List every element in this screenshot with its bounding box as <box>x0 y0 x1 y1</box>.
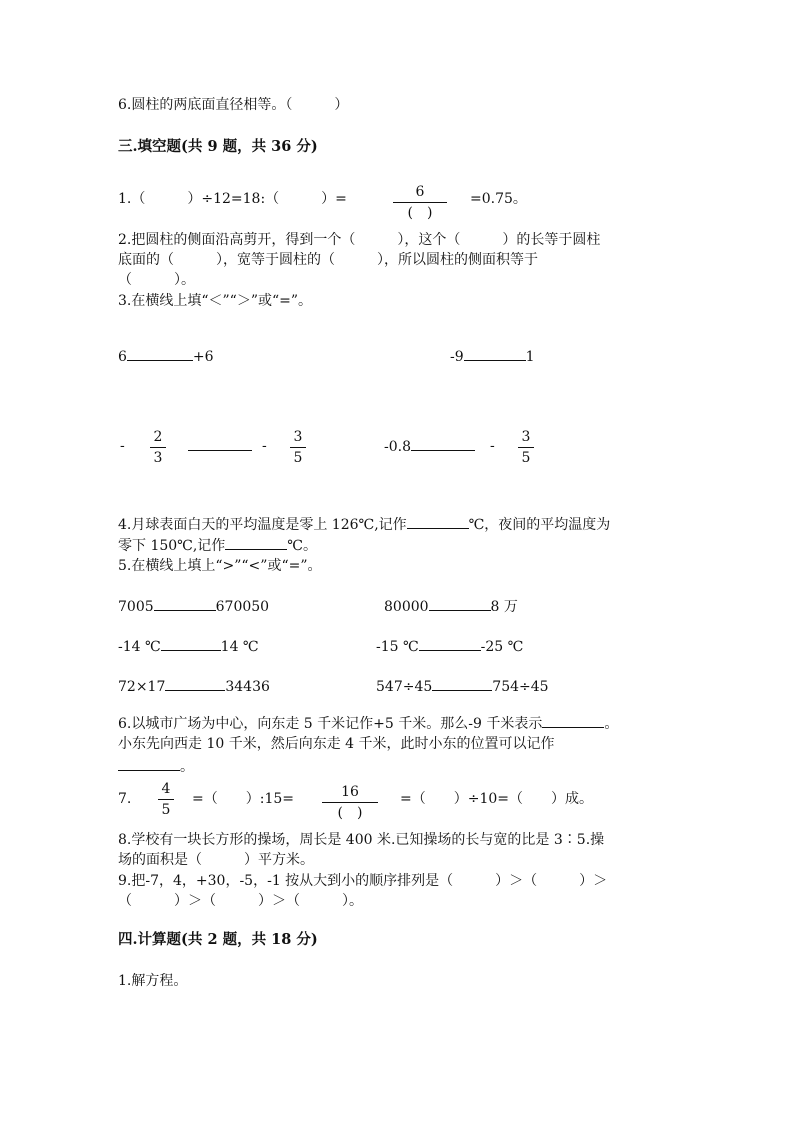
compare-left: 547÷45 <box>376 679 433 695</box>
answer-blank[interactable] <box>161 636 221 651</box>
fraction-numerator: 6 <box>415 184 425 200</box>
answer-blank[interactable] <box>225 535 287 550</box>
compare-right: 34436 <box>225 679 270 695</box>
section-4-title: 四.计算题(共 2 题，共 18 分) <box>118 931 318 948</box>
fill-q6-line1-end: 。 <box>604 716 619 732</box>
fill-q1-left: 1.（ ）÷12=18:（ ）= <box>118 191 347 207</box>
fill-q3-d <box>384 436 475 457</box>
fraction-numerator: 3 <box>521 429 531 445</box>
fraction-denominator: 5 <box>293 450 303 466</box>
fill-q3-a-right: +6 <box>192 349 214 365</box>
fill-q3-c-fraction1 <box>150 428 166 467</box>
calc-q1: 1.解方程。 <box>118 973 188 989</box>
answer-blank[interactable] <box>127 346 193 361</box>
question-6-cylinder: 6.圆柱的两底面直径相等。（ ） <box>118 97 349 113</box>
fill-q8-line2: 场的面积是（ ）平方米。 <box>118 852 314 868</box>
fill-q3-b-left: -9 <box>450 349 464 365</box>
fill-q3-d-left: -0.8 <box>384 439 411 455</box>
fill-q2-line3: （ ）。 <box>118 272 195 288</box>
fill-q3-title: 3.在横线上填“＜”“＞”或“=”。 <box>118 293 313 309</box>
compare-right: -25 ℃ <box>480 639 524 655</box>
fill-q4-line2-a: 零下 150℃,记作 <box>118 538 226 554</box>
fill-q7-fraction2 <box>322 783 378 822</box>
answer-blank[interactable] <box>419 636 481 651</box>
fill-q7-mid: =（ ）:15= <box>192 791 294 807</box>
fill-q6-line1 <box>118 713 618 734</box>
fill-q4-line2-b: ℃。 <box>287 538 317 554</box>
fill-q4-line1 <box>118 514 610 535</box>
fill-q3-a-left: 6 <box>118 349 127 365</box>
fraction-denominator: 5 <box>161 802 171 818</box>
answer-blank[interactable] <box>118 756 180 771</box>
fraction-bar <box>150 447 166 448</box>
fraction-numerator: 2 <box>153 429 163 445</box>
fill-q7-fraction1 <box>158 780 174 819</box>
fill-q9-line1: 9.把-7，4，+30，-5，-1 按从大到小的顺序排列是（ ）＞（ ）＞ <box>118 873 608 889</box>
fill-q4-line1-b: ℃，夜间的平均温度为 <box>468 517 611 533</box>
fill-q5-row2b <box>376 636 523 657</box>
fill-q1-right: =0.75。 <box>470 191 527 207</box>
compare-left: 72×17 <box>118 679 166 695</box>
fill-q5-title: 5.在横线上填上“>”“<”或“=”。 <box>118 558 322 574</box>
fill-q3-c-sign: - <box>120 438 125 454</box>
answer-blank[interactable] <box>154 596 216 611</box>
compare-left: -15 ℃ <box>376 639 419 655</box>
fraction-denominator: 3 <box>153 450 163 466</box>
compare-right: 8 万 <box>490 599 518 615</box>
answer-blank[interactable] <box>542 713 604 728</box>
fill-q4-line1-a: 4.月球表面白天的平均温度是零上 126℃,记作 <box>118 517 407 533</box>
fill-q5-row3b <box>376 676 549 697</box>
answer-blank[interactable] <box>407 514 469 529</box>
fill-q7-label: 7. <box>118 791 132 807</box>
compare-right: 670050 <box>215 599 270 615</box>
fraction-numerator: 3 <box>293 429 303 445</box>
answer-blank[interactable] <box>165 676 225 691</box>
fill-q7-right: =（ ）÷10=（ ）成。 <box>400 791 594 807</box>
fraction-denominator: ( ) <box>407 205 433 221</box>
compare-right: 14 ℃ <box>220 639 259 655</box>
fraction-bar <box>290 447 306 448</box>
fraction-bar <box>518 447 534 448</box>
fill-q3-c-fraction2 <box>290 428 306 467</box>
fraction-bar <box>393 202 447 203</box>
fill-q6-line2: 小东先向西走 10 千米，然后向东走 4 千米，此时小东的位置可以记作 <box>118 736 555 752</box>
compare-left: -14 ℃ <box>118 639 161 655</box>
fill-q9-line2: （ ）＞（ ）＞（ ）。 <box>118 893 363 909</box>
fill-q5-row2a <box>118 636 259 657</box>
fill-q8-line1: 8.学校有一块长方形的操场，周长是 400 米.已知操场的长与宽的比是 3∶5.操 <box>118 832 605 848</box>
answer-blank[interactable] <box>429 596 491 611</box>
fill-q6-line1-text: 6.以城市广场为中心，向东走 5 千米记作+5 千米。那么-9 千米表示 <box>118 716 543 732</box>
fraction-denominator: 5 <box>521 450 531 466</box>
fraction-denominator: ( ) <box>337 805 363 821</box>
compare-left: 80000 <box>384 599 429 615</box>
fill-q2-line1: 2.把圆柱的侧面沿高剪开，得到一个（ ），这个（ ）的长等于圆柱 <box>118 232 601 248</box>
fill-q3-d-sign: - <box>490 438 495 454</box>
answer-blank[interactable] <box>411 436 475 451</box>
fraction-bar <box>322 802 378 803</box>
answer-blank[interactable] <box>188 436 252 451</box>
compare-left: 7005 <box>118 599 154 615</box>
fill-q6-line3-end: 。 <box>180 759 194 775</box>
fill-q6-line3 <box>118 756 194 777</box>
fraction-numerator: 4 <box>161 781 171 797</box>
answer-blank[interactable] <box>464 346 526 361</box>
fill-q3-a <box>118 346 214 367</box>
fill-q5-row1a <box>118 596 269 617</box>
section-3-title: 三.填空题(共 9 题，共 36 分) <box>118 138 318 155</box>
fill-q5-row1b <box>384 596 518 617</box>
fill-q3-c-blank-wrap <box>188 436 252 457</box>
compare-right: 754÷45 <box>492 679 549 695</box>
fill-q1-fraction <box>393 183 447 222</box>
fill-q3-c-sign2: - <box>262 438 267 454</box>
fraction-bar <box>158 799 174 800</box>
fill-q3-b <box>450 346 535 367</box>
fraction-numerator: 16 <box>341 784 359 800</box>
fill-q2-line2: 底面的（ ），宽等于圆柱的（ ），所以圆柱的侧面积等于 <box>118 252 538 268</box>
answer-blank[interactable] <box>432 676 492 691</box>
fill-q3-d-fraction <box>518 428 534 467</box>
fill-q3-b-right: 1 <box>525 349 535 365</box>
fill-q5-row3a <box>118 676 270 697</box>
fill-q4-line2 <box>118 535 317 556</box>
